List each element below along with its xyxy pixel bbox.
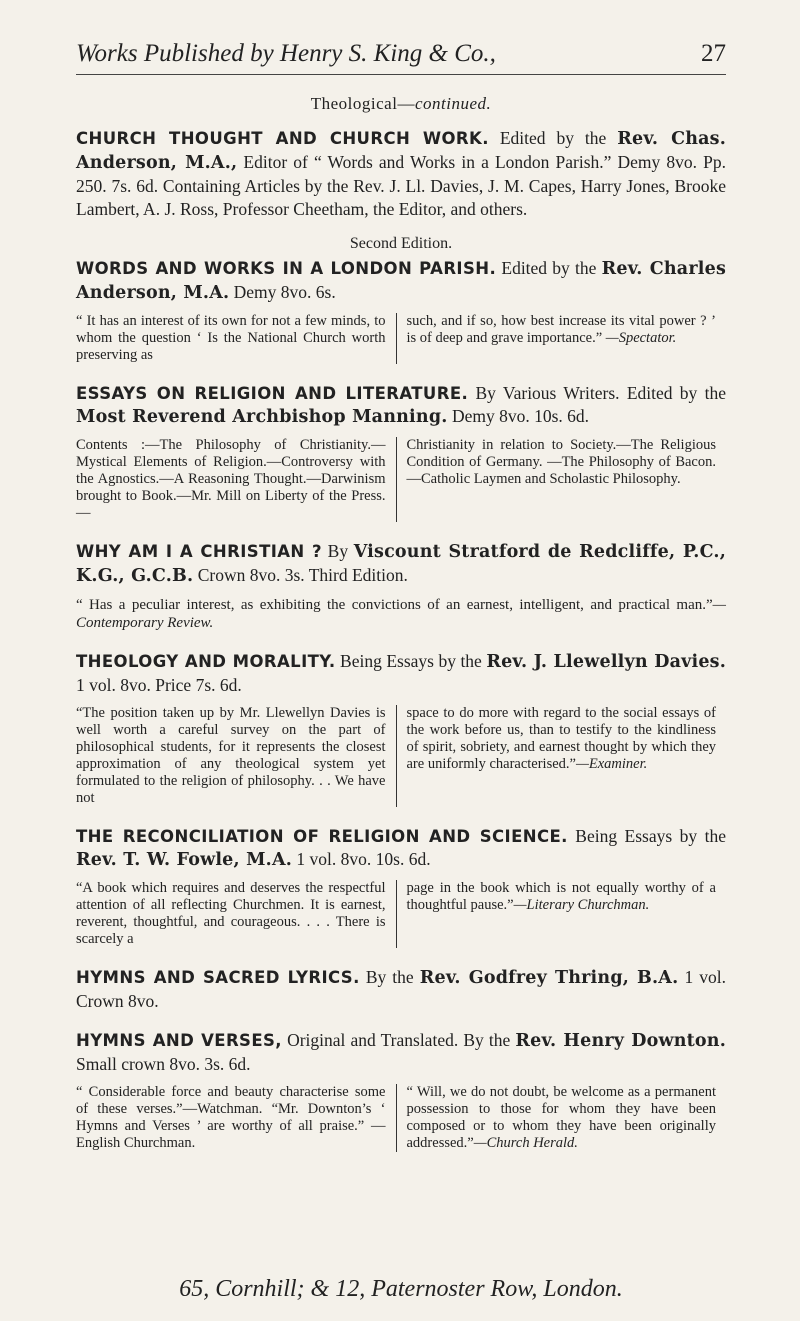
running-header bbox=[76, 40, 726, 75]
book-title: WORDS AND WORKS IN A LONDON PARISH. bbox=[76, 259, 497, 278]
book-author: Rev. Henry Downton. bbox=[515, 1031, 727, 1051]
entry-pre: By bbox=[327, 541, 349, 561]
contents-left: Contents :—The Philosophy of Christianity.—Mystical Elements of Religion.—Controversy with the Agnostics.—A Reasoning Thought.—Darwinism brought to Book.—Mr. Mill on Liberty of the Press.— bbox=[76, 437, 397, 522]
review-quotes bbox=[76, 1084, 726, 1152]
contents-right: Christianity in relation to Society.—The Religious Condition of Germany. —The Philosophy of Bacon.—Catholic Laymen and Scholastic Philosophy. bbox=[406, 437, 716, 487]
book-details: 1 vol. Crown 8vo. bbox=[76, 967, 726, 1011]
quote-right: “ Will, we do not doubt, be welcome as a permanent possession to those for whom they have been composed or to whom they have been originally addressed.” bbox=[406, 1084, 716, 1151]
book-author: Rev. T. W. Fowle, M.A. bbox=[76, 850, 293, 870]
book-author: Viscount Stratford de Redcliffe, P.C., K.G., G.C.B. bbox=[76, 542, 726, 586]
quote-citation: —Contemporary Review. bbox=[76, 597, 726, 631]
running-title: Works Published by Henry S. King & Co., bbox=[76, 40, 496, 67]
book-author: Most Reverend Archbishop Manning. bbox=[76, 407, 448, 427]
quote-citation: —Spectator. bbox=[605, 330, 677, 346]
section-continued: continued. bbox=[414, 94, 492, 113]
quote-left: “ Considerable force and beauty characterise some of these verses.”—Watchman. “Mr. Downton’s ‘ Hymns and Verses ’ are worthy of all praise.” — English Churchman. bbox=[76, 1084, 397, 1152]
book-title: HYMNS AND VERSES, bbox=[76, 1031, 282, 1050]
page bbox=[76, 40, 726, 1170]
book-details: Editor of “ Words and Works in a London Parish.” Demy 8vo. Pp. 250. 7s. 6d. Containing Articles by the Rev. J. Ll. Davies, J. M. Capes, Harry Jones, Brooke Lambert, A. J. Ross, Professor Cheetham, the Editor, and others. bbox=[76, 152, 726, 219]
review-quotes bbox=[76, 880, 726, 948]
quote-right-block bbox=[397, 880, 727, 948]
book-entry bbox=[76, 825, 726, 872]
contents-list bbox=[76, 437, 726, 522]
book-entry bbox=[76, 966, 726, 1013]
book-details: 1 vol. 8vo. Price 7s. 6d. bbox=[76, 675, 242, 695]
entry-pre: By Various Writers. Edited by the bbox=[475, 383, 726, 403]
book-entry bbox=[76, 650, 726, 697]
review-quotes bbox=[76, 313, 726, 364]
book-author: Rev. Chas. Anderson, M.A., bbox=[76, 129, 727, 173]
book-details: 1 vol. 8vo. 10s. 6d. bbox=[296, 849, 431, 869]
page-number: 27 bbox=[701, 40, 726, 67]
book-title: THEOLOGY AND MORALITY. bbox=[76, 652, 336, 671]
quote-right-block bbox=[397, 705, 727, 807]
book-title: WHY AM I A CHRISTIAN ? bbox=[76, 542, 323, 561]
book-title: ESSAYS ON RELIGION AND LITERATURE. bbox=[76, 384, 469, 403]
entry-pre: Original and Translated. By the bbox=[287, 1030, 511, 1050]
book-details: Demy 8vo. 10s. 6d. bbox=[451, 406, 590, 426]
quote-right-block bbox=[397, 313, 727, 364]
quote-right: space to do more with regard to the social essays of the work before us, than to testify to the kindliness of spirit, sobriety, and earnest thought by which they are uniformly characterised.” bbox=[406, 705, 716, 772]
book-title: HYMNS AND SACRED LYRICS. bbox=[76, 968, 360, 987]
entry-pre: Edited by the bbox=[499, 128, 607, 148]
quote-left: “A book which requires and deserves the respectful attention of all reflecting Churchmen. It is earnest, reverent, thoughtful, and courageous. . . . There is scarcely a bbox=[76, 880, 397, 948]
book-entry bbox=[76, 540, 726, 588]
section-label: Theological— bbox=[310, 94, 415, 113]
quote-text: “ Has a peculiar interest, as exhibiting the convictions of an earnest, intelligent, and practical man.” bbox=[76, 597, 713, 613]
book-entry bbox=[76, 382, 726, 429]
publisher-address: 65, Cornhill; & 12, Paternoster Row, London. bbox=[179, 1276, 623, 1302]
quote-right-block bbox=[397, 1084, 727, 1152]
book-title: CHURCH THOUGHT AND CHURCH WORK. bbox=[76, 129, 489, 148]
entry-pre: Edited by the bbox=[501, 258, 597, 278]
edition-note: Second Edition. bbox=[349, 235, 453, 252]
quote-citation: —Examiner. bbox=[575, 756, 648, 772]
book-details: Demy 8vo. 6s. bbox=[233, 282, 336, 302]
quote-citation: —Literary Churchman. bbox=[513, 897, 650, 913]
review-quote bbox=[76, 596, 726, 632]
book-author: Rev. Godfrey Thring, B.A. bbox=[419, 968, 679, 988]
entry-pre: By the bbox=[365, 967, 414, 987]
book-author: Rev. J. Llewellyn Davies. bbox=[486, 652, 727, 672]
book-entry bbox=[76, 257, 726, 305]
quote-right: page in the book which is not equally worthy of a thoughtful pause.” bbox=[406, 880, 716, 913]
quote-right: such, and if so, how best increase its vital power ? ’ is of deep and grave importance.” bbox=[406, 313, 716, 346]
quote-citation: —Church Herald. bbox=[473, 1135, 578, 1151]
entry-pre: Being Essays by the bbox=[340, 651, 482, 671]
review-quotes bbox=[76, 705, 726, 807]
quote-left: “ It has an interest of its own for not a few minds, to whom the question ‘ Is the National Church worth preserving as bbox=[76, 313, 397, 364]
quote-left: “The position taken up by Mr. Llewellyn Davies is well worth a careful survey on the part of philosophical students, for it represents the closest approximation of any theological system yet formulated to the religion of philosophy. . . We have not bbox=[76, 705, 397, 807]
book-title: THE RECONCILIATION OF RELIGION AND SCIENCE. bbox=[76, 827, 568, 846]
book-details: Small crown 8vo. 3s. 6d. bbox=[76, 1054, 251, 1074]
section-heading bbox=[76, 94, 726, 114]
book-entry bbox=[76, 1029, 726, 1076]
book-details: Crown 8vo. 3s. Third Edition. bbox=[197, 565, 408, 585]
book-entry bbox=[76, 127, 726, 221]
entry-pre: Being Essays by the bbox=[575, 826, 727, 846]
book-author: Rev. Charles Anderson, M.A. bbox=[76, 259, 726, 303]
